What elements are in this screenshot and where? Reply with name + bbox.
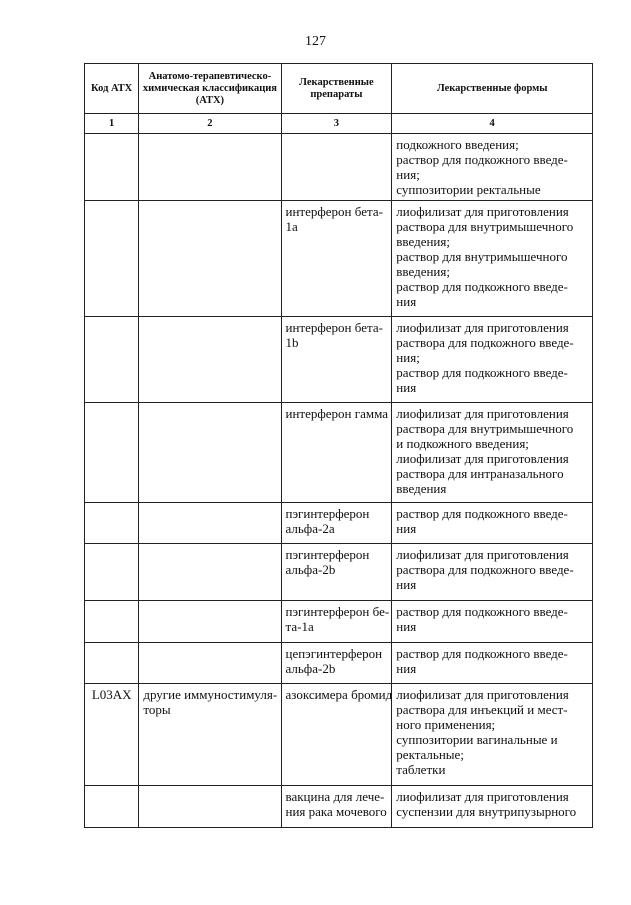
drug-name-line: интерферон бета-: [285, 204, 383, 219]
dosage-form-line: введения;: [396, 264, 450, 279]
dosage-form-line: ния: [396, 619, 417, 634]
table-row: [85, 201, 593, 317]
dosage-form-line: ния;: [396, 167, 420, 182]
atx-code-cell: [85, 134, 139, 201]
drug-name-line: интерферон бета-: [285, 320, 383, 335]
drug-name-line: пэгинтерферон: [285, 547, 370, 562]
dosage-form-line: раствор для подкожного введе-: [396, 365, 568, 380]
classification-cell: [139, 643, 281, 684]
drug-name-line: азоксимера бромид: [285, 687, 393, 702]
dosage-form-line: лиофилизат для приготовления: [396, 451, 569, 466]
drug-name-cell: [281, 786, 392, 828]
drug-name-cell: [281, 403, 392, 503]
dosage-form-line: раствор для подкожного введе-: [396, 604, 568, 619]
drug-name-line: пэгинтерферон: [285, 506, 370, 521]
dosage-form-line: лиофилизат для приготовления: [396, 547, 569, 562]
header-atx-code: Код АТХ: [85, 64, 139, 114]
dosage-forms-cell: [392, 503, 593, 544]
dosage-form-line: суппозитории ректальные: [396, 182, 541, 197]
header-drugs: Лекарственные препараты: [281, 64, 392, 114]
dosage-forms-cell: [392, 544, 593, 601]
drug-name-cell: [281, 684, 392, 786]
table-row: [85, 544, 593, 601]
drug-name-line: цепэгинтерферон: [285, 646, 383, 661]
column-number-row: [85, 114, 593, 134]
dosage-form-line: ния: [396, 577, 417, 592]
dosage-form-line: раствора для интраназального: [396, 466, 564, 481]
dosage-forms-cell: [392, 786, 593, 828]
dosage-forms-cell: [392, 684, 593, 786]
atx-code-cell: [85, 544, 139, 601]
classification-cell: [139, 503, 281, 544]
drug-name-line: вакцина для лече-: [285, 789, 385, 804]
drug-name-cell: [281, 503, 392, 544]
column-number: 3: [281, 114, 392, 134]
drug-name-line: та-1a: [285, 619, 314, 634]
classification-cell: [139, 201, 281, 317]
dosage-form-line: подкожного введения;: [396, 137, 519, 152]
classification-cell: [139, 544, 281, 601]
classification-cell: [139, 684, 281, 786]
drug-name-line: интерферон гамма: [285, 406, 389, 421]
dosage-forms-cell: [392, 201, 593, 317]
dosage-form-line: ного применения;: [396, 717, 496, 732]
dosage-form-line: раствор для подкожного введе-: [396, 152, 568, 167]
table-row: [85, 403, 593, 503]
drug-name-line: альфа-2a: [285, 521, 335, 536]
atx-code-cell: [85, 403, 139, 503]
table-row: [85, 786, 593, 828]
classification-cell: [139, 403, 281, 503]
dosage-form-line: ния;: [396, 350, 420, 365]
dosage-form-line: раствора для подкожного введе-: [396, 562, 574, 577]
table-header-row: [85, 64, 593, 114]
drug-name-line: альфа-2b: [285, 562, 336, 577]
header-classification: Анатомо-терапевтическо-химическая классификация (АТХ): [139, 64, 281, 114]
page-number: 127: [305, 34, 326, 49]
table-row: [85, 643, 593, 684]
drug-name-line: ния рака мочевого: [285, 804, 387, 819]
dosage-form-line: раствора для внутримышечного: [396, 219, 574, 234]
drug-name-cell: [281, 134, 392, 201]
atx-code-cell: L03AX: [85, 684, 139, 786]
dosage-form-line: лиофилизат для приготовления: [396, 687, 569, 702]
classification-cell: [139, 134, 281, 201]
dosage-form-line: раствора для внутримышечного: [396, 421, 574, 436]
table-row: [85, 684, 593, 786]
drug-name-cell: [281, 201, 392, 317]
dosage-form-line: ректальные;: [396, 747, 464, 762]
table-row: [85, 134, 593, 201]
atx-code-cell: [85, 643, 139, 684]
atx-code-cell: [85, 201, 139, 317]
dosage-form-line: суспензии для внутрипузырного: [396, 804, 577, 819]
classification-cell: [139, 786, 281, 828]
atx-code-cell: [85, 601, 139, 643]
dosage-form-line: лиофилизат для приготовления: [396, 204, 569, 219]
dosage-form-line: и подкожного введения;: [396, 436, 529, 451]
dosage-form-line: раствор для внутримышечного: [396, 249, 568, 264]
dosage-form-line: ния: [396, 380, 417, 395]
table-row: [85, 601, 593, 643]
dosage-form-line: лиофилизат для приготовления: [396, 320, 569, 335]
column-number: 2: [139, 114, 281, 134]
drug-name-line: пэгинтерферон бе-: [285, 604, 390, 619]
dosage-forms-cell: [392, 403, 593, 503]
dosage-form-line: введения;: [396, 234, 450, 249]
column-number: 1: [85, 114, 139, 134]
drug-name-line: 1a: [285, 219, 298, 234]
dosage-form-line: лиофилизат для приготовления: [396, 406, 569, 421]
atx-code-cell: [85, 786, 139, 828]
dosage-form-line: таблетки: [396, 762, 446, 777]
dosage-form-line: раствор для подкожного введе-: [396, 646, 568, 661]
drug-name-cell: [281, 317, 392, 403]
dosage-forms-cell: [392, 317, 593, 403]
dosage-form-line: ния: [396, 521, 417, 536]
dosage-forms-cell: [392, 134, 593, 201]
atx-code-cell: [85, 503, 139, 544]
dosage-form-line: ния: [396, 294, 417, 309]
classification-cell: [139, 317, 281, 403]
dosage-form-line: ния: [396, 661, 417, 676]
dosage-form-line: раствор для подкожного введе-: [396, 506, 568, 521]
drug-name-line: 1b: [285, 335, 299, 350]
dosage-form-line: раствора для инъекций и мест-: [396, 702, 568, 717]
dosage-forms-cell: [392, 601, 593, 643]
table-body: [85, 134, 593, 828]
drug-name-cell: [281, 643, 392, 684]
column-number: 4: [392, 114, 593, 134]
drug-name-line: альфа-2b: [285, 661, 336, 676]
classification-line: торы: [143, 702, 171, 717]
table-row: [85, 317, 593, 403]
atx-code-cell: [85, 317, 139, 403]
dosage-form-line: раствор для подкожного введе-: [396, 279, 568, 294]
header-dosage-forms: Лекарственные формы: [392, 64, 593, 114]
classification-cell: [139, 601, 281, 643]
classification-line: другие иммуностимуля-: [143, 687, 278, 702]
drug-name-cell: [281, 601, 392, 643]
drug-name-cell: [281, 544, 392, 601]
dosage-form-line: лиофилизат для приготовления: [396, 789, 569, 804]
dosage-form-line: введения: [396, 481, 447, 496]
dosage-forms-cell: [392, 643, 593, 684]
table-row: [85, 503, 593, 544]
dosage-form-line: раствора для подкожного введе-: [396, 335, 574, 350]
dosage-form-line: суппозитории вагинальные и: [396, 732, 558, 747]
atx-drug-table: [84, 63, 593, 828]
